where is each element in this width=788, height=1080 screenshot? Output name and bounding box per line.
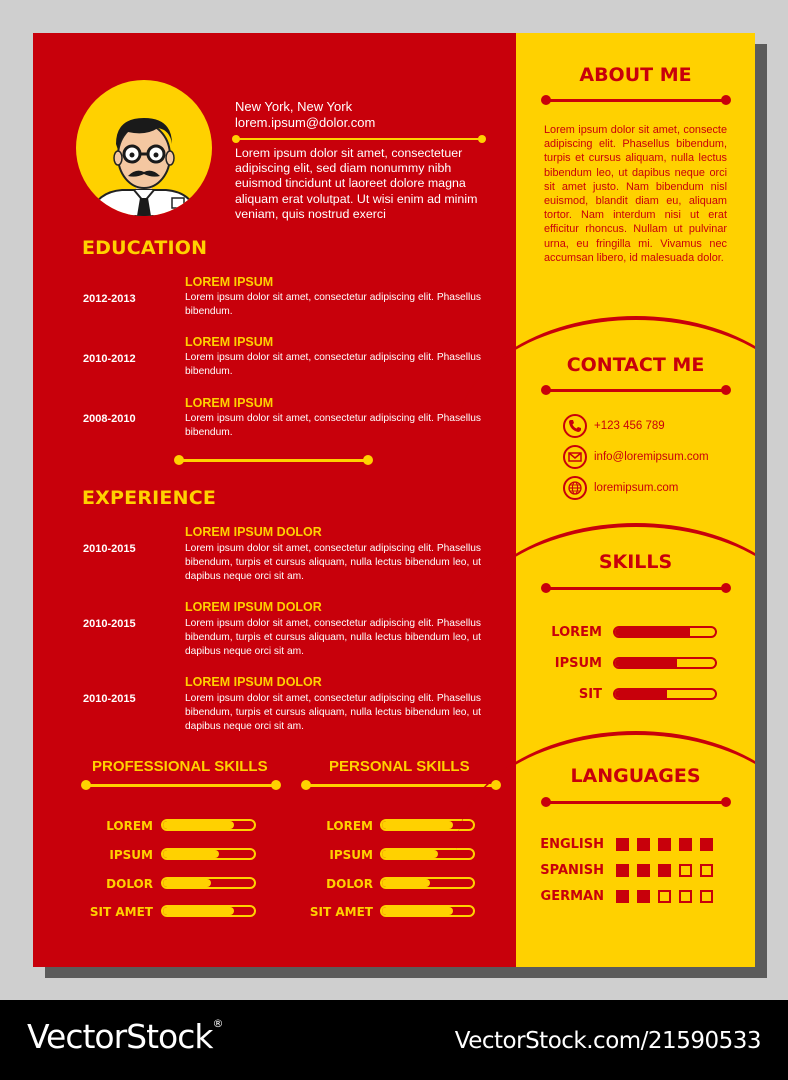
personal-skill-4-bar <box>380 905 475 917</box>
contact-divider-dot-right <box>721 385 731 395</box>
skill-fill <box>382 907 453 915</box>
skills-title: SKILLS <box>598 551 673 573</box>
personal-divider <box>306 784 496 787</box>
skill-fill <box>163 821 234 829</box>
experience-entry-2-desc: Lorem ipsum dolor sit amet, consectetur adipiscing elit. Phasellus bibendum, turpis et cursus aliquam, nulla lectus bibendum leo, ut dapibus neque orci sit am. <box>185 618 481 658</box>
professional-divider-dot-right <box>271 780 281 790</box>
contact-website[interactable]: loremipsum.com <box>594 482 679 494</box>
skill-1-label: LOREM <box>551 625 602 640</box>
languages-divider-dot-right <box>721 797 731 807</box>
rating-square-empty <box>700 890 713 903</box>
education-divider <box>179 459 369 462</box>
rating-square-filled <box>637 890 650 903</box>
experience-entry-1-desc: Lorem ipsum dolor sit amet, consectetur adipiscing elit. Phasellus bibendum, turpis et cursus aliquam, nulla lectus bibendum leo, ut dapibus neque orci sit am. <box>185 543 481 583</box>
rating-square-empty <box>658 890 671 903</box>
professional-skill-4-label: SIT AMET <box>89 905 153 919</box>
rating-square-filled <box>616 864 629 877</box>
education-entry-1-title: LOREM IPSUM <box>185 275 274 289</box>
education-entry-1-year: 2012-2013 <box>83 293 136 305</box>
skill-2-bar <box>613 657 717 669</box>
rating-square-filled <box>679 838 692 851</box>
language-3-rating <box>616 890 713 903</box>
personal-skill-2-label: IPSUM <box>329 848 373 862</box>
professional-skill-2-label: IPSUM <box>109 848 153 862</box>
experience-entry-3-year: 2010-2015 <box>83 693 136 705</box>
language-2-label: SPANISH <box>540 863 604 878</box>
watermark-brand-symbol: ® <box>212 1017 223 1030</box>
experience-entry-2-title: LOREM IPSUM DOLOR <box>185 600 322 614</box>
experience-entry-2-year: 2010-2015 <box>83 618 136 630</box>
education-entry-2-title: LOREM IPSUM <box>185 335 274 349</box>
personal-skill-1-label: LOREM <box>326 819 373 833</box>
professional-skills-title: PROFESSIONAL SKILLS <box>92 758 268 775</box>
skills-divider-dot-right <box>721 583 731 593</box>
experience-entry-3-title: LOREM IPSUM DOLOR <box>185 675 322 689</box>
skill-fill <box>382 879 430 887</box>
experience-entry-1-year: 2010-2015 <box>83 543 136 555</box>
languages-title: LANGUAGES <box>570 765 701 787</box>
about-divider-dot-right <box>721 95 731 105</box>
personal-skill-3-bar <box>380 877 475 889</box>
professional-skill-3-label: DOLOR <box>106 877 153 891</box>
resume-page <box>33 33 755 967</box>
rating-square-empty <box>679 890 692 903</box>
experience-entry-1-title: LOREM IPSUM DOLOR <box>185 525 322 539</box>
mail-icon <box>563 445 587 469</box>
watermark-brand <box>27 1017 223 1056</box>
professional-skill-4-bar <box>161 905 256 917</box>
email-text[interactable]: lorem.ipsum@dolor.com <box>235 115 376 130</box>
rating-square-filled <box>616 890 629 903</box>
language-1-rating <box>616 838 713 851</box>
skill-1-bar <box>613 626 717 638</box>
rating-square-filled <box>658 864 671 877</box>
phone-icon <box>563 414 587 438</box>
left-panel <box>33 33 516 967</box>
skill-2-label: IPSUM <box>554 656 602 671</box>
professional-divider <box>86 784 276 787</box>
contact-title: CONTACT ME <box>566 354 705 376</box>
contact-email[interactable]: info@loremipsum.com <box>594 451 709 463</box>
header-divider <box>236 138 482 140</box>
education-entry-2-desc: Lorem ipsum dolor sit amet, consectetur adipiscing elit. Phasellus bibendum. <box>185 352 481 378</box>
rating-square-filled <box>616 838 629 851</box>
education-entry-3-title: LOREM IPSUM <box>185 396 274 410</box>
rating-square-filled <box>637 864 650 877</box>
personal-skill-4-label: SIT AMET <box>309 905 373 919</box>
globe-icon <box>563 476 587 500</box>
education-title: EDUCATION <box>82 237 208 259</box>
header-divider-dot-right <box>478 135 486 143</box>
skill-fill <box>163 879 211 887</box>
contact-phone[interactable]: +123 456 789 <box>594 420 665 432</box>
education-divider-dot-right <box>363 455 373 465</box>
about-paragraph: Lorem ipsum dolor sit amet, consecte adipiscing elit. Phasellus bibendum, turpis et cursus aliquam, nulla lectus bibendum leo, ut dapibus neque orci sit amet justo. Nam bibendum nisl euismod, blandit diam eu, aliquam tortor. Nam interdum nisi ut erat efficitur rhoncus. Nullam ut pulvinar urna, eu fringilla mi. Vivamus nec accumsan libero, id malesuada dolor. <box>544 124 727 264</box>
avatar <box>76 80 212 216</box>
experience-entry-3-desc: Lorem ipsum dolor sit amet, consectetur adipiscing elit. Phasellus bibendum, turpis et cursus aliquam, nulla lectus bibendum leo, ut dapibus neque orci sit am. <box>185 693 481 733</box>
personal-skill-3-label: DOLOR <box>326 877 373 891</box>
languages-divider <box>546 801 726 804</box>
watermark-id: VectorStock.com/21590533 <box>454 1028 761 1054</box>
skill-3-bar <box>613 688 717 700</box>
header-contact <box>235 99 375 131</box>
contact-divider <box>546 389 726 392</box>
rating-square-filled <box>658 838 671 851</box>
rating-square-empty <box>700 864 713 877</box>
skill-3-label: SIT <box>578 687 602 702</box>
rating-square-empty <box>679 864 692 877</box>
location-text: New York, New York <box>235 99 353 114</box>
avatar-illustration <box>76 80 212 216</box>
professional-skill-1-label: LOREM <box>106 819 153 833</box>
skill-fill <box>163 907 234 915</box>
education-entry-3-year: 2008-2010 <box>83 413 136 425</box>
education-entry-1-desc: Lorem ipsum dolor sit amet, consectetur adipiscing elit. Phasellus bibendum. <box>185 292 481 318</box>
education-entry-2-year: 2010-2012 <box>83 353 136 365</box>
intro-paragraph: Lorem ipsum dolor sit amet, consectetuer adipiscing elit, sed diam nonummy nibh euismod tincidunt ut laoreet dolore magna aliquam erat volutpat. Ut wisi enim ad minim veniam, quis nostrud exerci <box>235 146 478 221</box>
rating-square-filled <box>637 838 650 851</box>
watermark-brand-text: VectorStock <box>27 1017 213 1056</box>
language-2-rating <box>616 864 713 877</box>
education-entry-3-desc: Lorem ipsum dolor sit amet, consectetur adipiscing elit. Phasellus bibendum. <box>185 413 481 439</box>
right-panel <box>516 33 755 967</box>
professional-skill-2-bar <box>161 848 256 860</box>
rating-square-filled <box>700 838 713 851</box>
skill-fill <box>615 690 667 698</box>
about-title: ABOUT ME <box>579 64 692 86</box>
skill-fill <box>615 659 677 667</box>
skill-fill <box>382 821 453 829</box>
watermark-bar <box>0 1000 788 1080</box>
professional-skill-1-bar <box>161 819 256 831</box>
skill-fill <box>382 850 438 858</box>
language-3-label: GERMAN <box>540 889 604 904</box>
skills-divider <box>546 587 726 590</box>
skill-fill <box>163 850 219 858</box>
experience-title: EXPERIENCE <box>82 487 217 509</box>
language-1-label: ENGLISH <box>540 837 604 852</box>
skill-fill <box>615 628 690 636</box>
professional-skill-3-bar <box>161 877 256 889</box>
personal-skills-title: PERSONAL SKILLS <box>329 758 470 775</box>
about-divider <box>546 99 726 102</box>
